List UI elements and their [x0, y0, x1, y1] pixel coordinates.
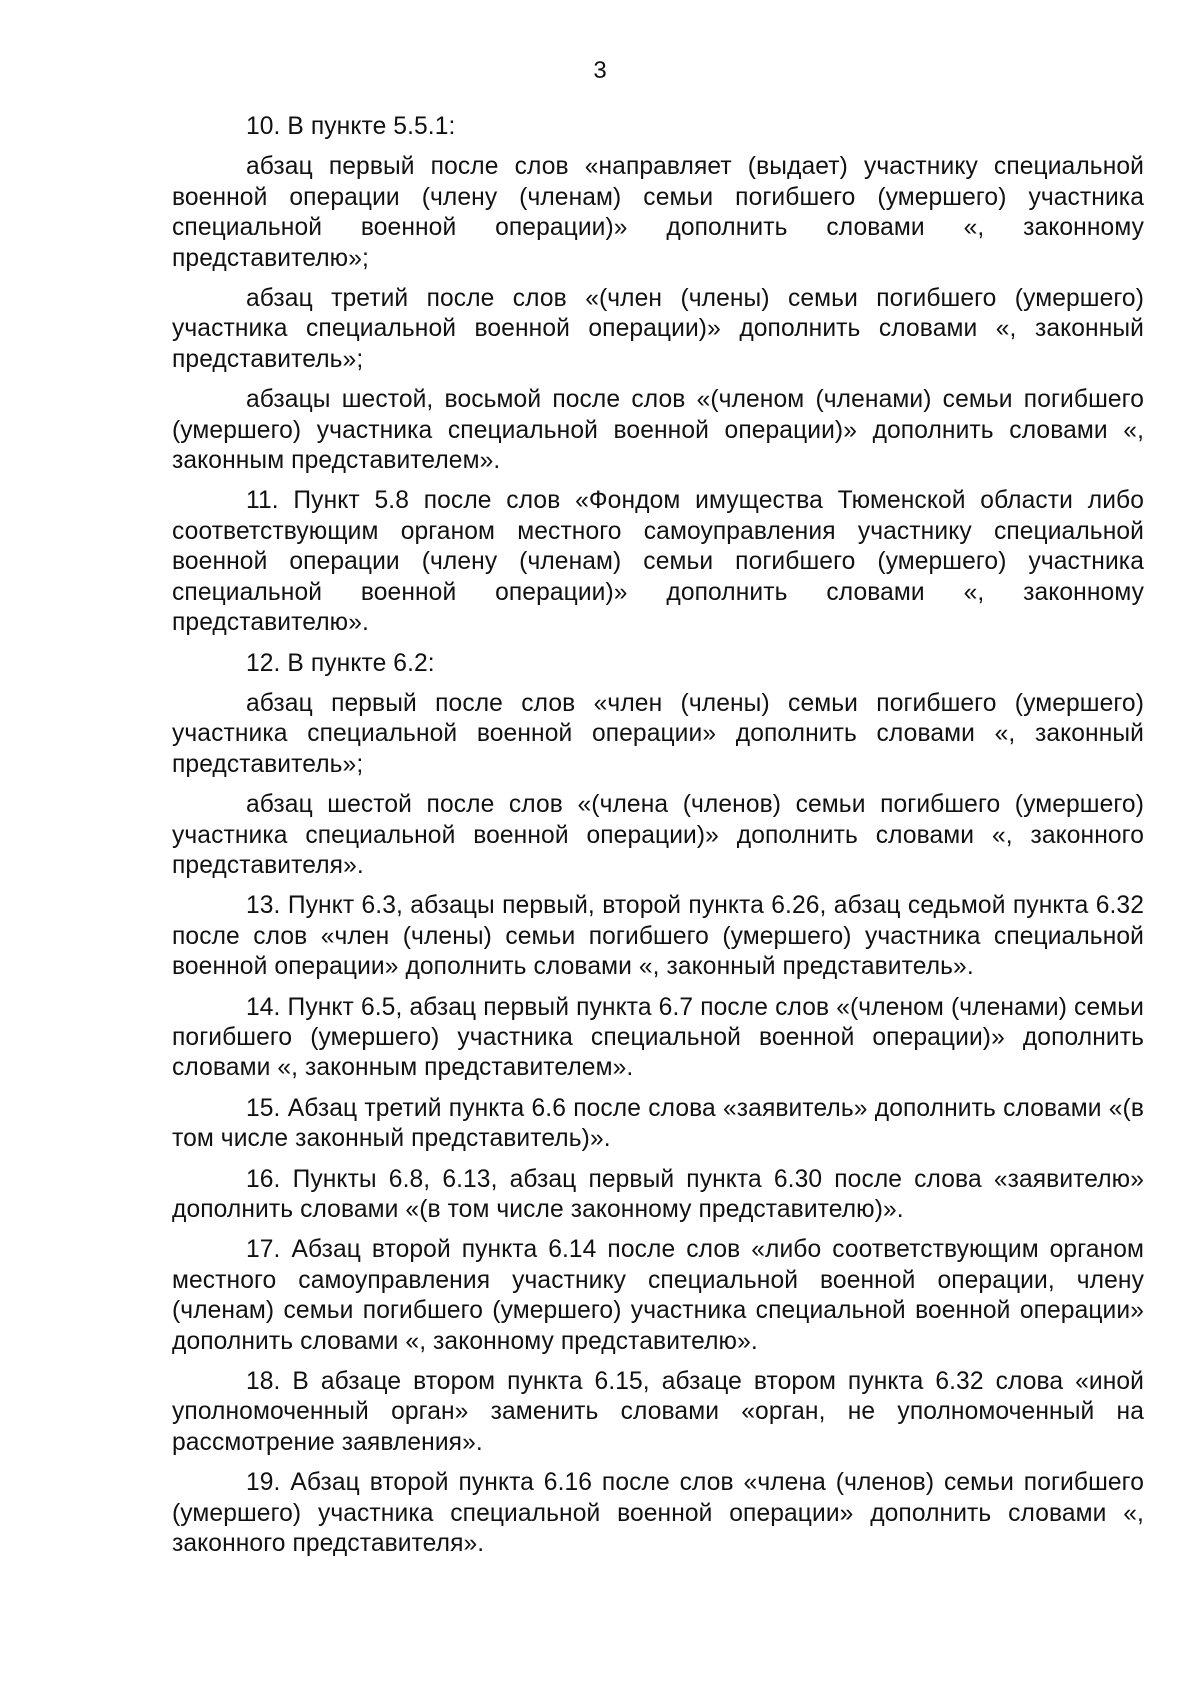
page-number: 3	[593, 57, 607, 84]
amendment-item-17: 17. Абзац второй пункта 6.14 после слов «либо соответствующим органом местного самоуправления участнику специальной военной операции, члену (членам) семьи погибшего (умершего) участника специальной военной операции» дополнить словами «, законному представителю».	[172, 1236, 1144, 1355]
amendment-item-15: 15. Абзац третий пункта 6.6 после слова «заявитель» дополнить словами «(в том числе законный представитель)».	[172, 1094, 1144, 1153]
amendment-item-10-paragraph-1: абзац первый после слов «направляет (выдает) участнику специальной военной операции (члену (членам) семьи погибшего (умершего) участника специальной военной операции)» дополнить словами «, законному представителю»;	[172, 153, 1144, 272]
amendment-item-19: 19. Абзац второй пункта 6.16 после слов «члена (членов) семьи погибшего (умершего) участника специальной военной операции» дополнить словами «, законного представителя».	[172, 1469, 1144, 1558]
amendment-item-10-paragraph-3: абзац третий после слов «(член (члены) семьи погибшего (умершего) участника специальной военной операции)» дополнить словами «, законный представитель»;	[172, 285, 1144, 373]
document-body	[172, 112, 1144, 1569]
amendment-item-11: 11. Пункт 5.8 после слов «Фондом имущества Тюменской области либо соответствующим органом местного самоуправления участнику специальной военной операции (члену (членам) семьи погибшего (умершего) участника специальной военной операции)» дополнить словами «, законному представителю».	[172, 487, 1144, 637]
amendment-item-12-paragraph-6: абзац шестой после слов «(члена (членов) семьи погибшего (умершего) участника специальной военной операции)» дополнить словами «, законного представителя».	[172, 791, 1144, 879]
amendment-item-10-paragraphs-6-8: абзацы шестой, восьмой после слов «(членом (членами) семьи погибшего (умершего) участника специальной военной операции)» дополнить словами «, законным представителем».	[172, 386, 1144, 475]
amendment-item-12-heading: 12. В пункте 6.2:	[246, 649, 435, 677]
amendment-item-14: 14. Пункт 6.5, абзац первый пункта 6.7 после слов «(членом (членами) семьи погибшего (умершего) участника специальной военной операции)» дополнить словами «, законным представителем».	[172, 993, 1144, 1082]
amendment-item-18: 18. В абзаце втором пункта 6.15, абзаце втором пункта 6.32 слова «иной уполномоченный орган» заменить словами «орган, не уполномоченный на рассмотрение заявления».	[172, 1368, 1144, 1456]
amendment-item-16: 16. Пункты 6.8, 6.13, абзац первый пункта 6.30 после слова «заявителю» дополнить словами «(в том числе законному представителю)».	[172, 1165, 1144, 1223]
amendment-item-10-heading: 10. В пункте 5.5.1:	[246, 113, 456, 140]
amendment-item-13: 13. Пункт 6.3, абзацы первый, второй пункта 6.26, абзац седьмой пункта 6.32 после слов «член (члены) семьи погибшего (умершего) участника специальной военной операции» дополнить словами «, законный представитель».	[172, 892, 1144, 981]
amendment-item-12-paragraph-1: абзац первый после слов «член (члены) семьи погибшего (умершего) участника специальной военной операции» дополнить словами «, законный представитель»;	[172, 689, 1144, 778]
